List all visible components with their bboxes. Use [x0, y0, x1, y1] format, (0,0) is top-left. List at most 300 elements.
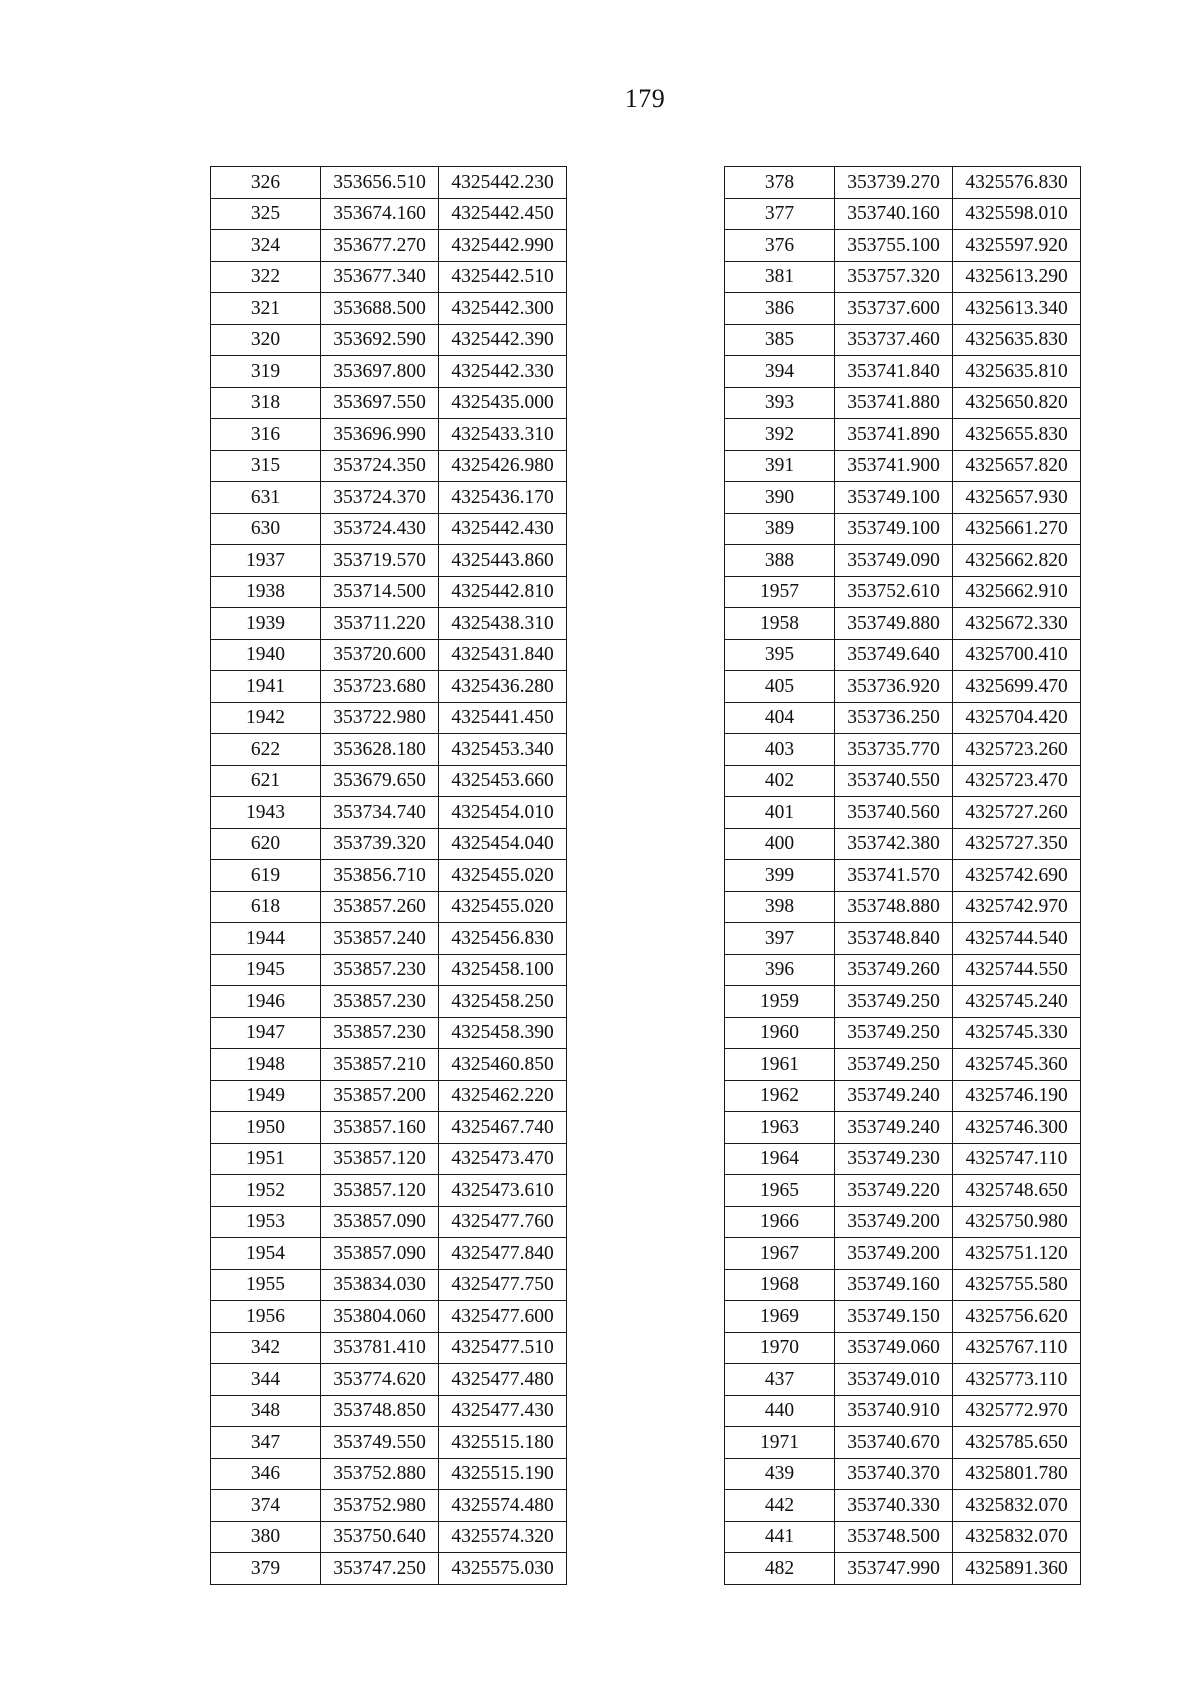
x-coordinate-cell: 353857.240 [321, 923, 439, 955]
table-row [211, 1112, 567, 1144]
y-coordinate-cell: 4325436.280 [439, 671, 567, 703]
point-id-cell: 1937 [211, 545, 321, 577]
table-row [211, 356, 567, 388]
table-row [725, 954, 1081, 986]
x-coordinate-cell: 353739.270 [835, 167, 953, 199]
y-coordinate-cell: 4325801.780 [953, 1458, 1081, 1490]
table-row [725, 734, 1081, 766]
point-id-cell: 439 [725, 1458, 835, 1490]
point-id-cell: 347 [211, 1427, 321, 1459]
y-coordinate-cell: 4325435.000 [439, 387, 567, 419]
x-coordinate-cell: 353735.770 [835, 734, 953, 766]
y-coordinate-cell: 4325742.690 [953, 860, 1081, 892]
table-row [725, 1143, 1081, 1175]
x-coordinate-cell: 353752.980 [321, 1490, 439, 1522]
y-coordinate-cell: 4325613.290 [953, 261, 1081, 293]
y-coordinate-cell: 4325727.260 [953, 797, 1081, 829]
point-id-cell: 440 [725, 1395, 835, 1427]
y-coordinate-cell: 4325742.970 [953, 891, 1081, 923]
point-id-cell: 631 [211, 482, 321, 514]
x-coordinate-cell: 353724.350 [321, 450, 439, 482]
x-coordinate-cell: 353714.500 [321, 576, 439, 608]
table-row [725, 1017, 1081, 1049]
y-coordinate-cell: 4325442.230 [439, 167, 567, 199]
table-row [725, 702, 1081, 734]
table-row [211, 1175, 567, 1207]
point-id-cell: 388 [725, 545, 835, 577]
point-id-cell: 1949 [211, 1080, 321, 1112]
table-row [211, 545, 567, 577]
y-coordinate-cell: 4325750.980 [953, 1206, 1081, 1238]
table-row [211, 1427, 567, 1459]
x-coordinate-cell: 353722.980 [321, 702, 439, 734]
x-coordinate-cell: 353857.160 [321, 1112, 439, 1144]
y-coordinate-cell: 4325745.240 [953, 986, 1081, 1018]
table-row [211, 608, 567, 640]
table-row [211, 734, 567, 766]
y-coordinate-cell: 4325515.190 [439, 1458, 567, 1490]
x-coordinate-cell: 353857.230 [321, 1017, 439, 1049]
x-coordinate-cell: 353749.200 [835, 1238, 953, 1270]
y-coordinate-cell: 4325453.340 [439, 734, 567, 766]
table-row [211, 702, 567, 734]
x-coordinate-cell: 353749.880 [835, 608, 953, 640]
y-coordinate-cell: 4325650.820 [953, 387, 1081, 419]
point-id-cell: 393 [725, 387, 835, 419]
point-id-cell: 621 [211, 765, 321, 797]
y-coordinate-cell: 4325460.850 [439, 1049, 567, 1081]
point-id-cell: 1939 [211, 608, 321, 640]
point-id-cell: 1957 [725, 576, 835, 608]
x-coordinate-cell: 353688.500 [321, 293, 439, 325]
y-coordinate-cell: 4325453.660 [439, 765, 567, 797]
y-coordinate-cell: 4325477.430 [439, 1395, 567, 1427]
y-coordinate-cell: 4325574.320 [439, 1521, 567, 1553]
x-coordinate-cell: 353740.670 [835, 1427, 953, 1459]
x-coordinate-cell: 353748.840 [835, 923, 953, 955]
table-row [725, 419, 1081, 451]
point-id-cell: 399 [725, 860, 835, 892]
table-row [725, 891, 1081, 923]
coordinate-table-right [724, 166, 1081, 1585]
table-row [211, 1395, 567, 1427]
x-coordinate-cell: 353723.680 [321, 671, 439, 703]
x-coordinate-cell: 353737.460 [835, 324, 953, 356]
y-coordinate-cell: 4325456.830 [439, 923, 567, 955]
table-row [211, 639, 567, 671]
x-coordinate-cell: 353742.380 [835, 828, 953, 860]
table-row [725, 1269, 1081, 1301]
table-row [725, 198, 1081, 230]
x-coordinate-cell: 353697.550 [321, 387, 439, 419]
x-coordinate-cell: 353750.640 [321, 1521, 439, 1553]
x-coordinate-cell: 353741.840 [835, 356, 953, 388]
x-coordinate-cell: 353677.340 [321, 261, 439, 293]
point-id-cell: 348 [211, 1395, 321, 1427]
y-coordinate-cell: 4325477.750 [439, 1269, 567, 1301]
x-coordinate-cell: 353749.640 [835, 639, 953, 671]
point-id-cell: 1969 [725, 1301, 835, 1333]
x-coordinate-cell: 353724.370 [321, 482, 439, 514]
point-id-cell: 321 [211, 293, 321, 325]
x-coordinate-cell: 353857.090 [321, 1206, 439, 1238]
table-row [211, 1553, 567, 1585]
point-id-cell: 378 [725, 167, 835, 199]
x-coordinate-cell: 353834.030 [321, 1269, 439, 1301]
point-id-cell: 1944 [211, 923, 321, 955]
x-coordinate-cell: 353740.910 [835, 1395, 953, 1427]
point-id-cell: 1953 [211, 1206, 321, 1238]
point-id-cell: 1967 [725, 1238, 835, 1270]
x-coordinate-cell: 353857.090 [321, 1238, 439, 1270]
x-coordinate-cell: 353747.990 [835, 1553, 953, 1585]
point-id-cell: 618 [211, 891, 321, 923]
x-coordinate-cell: 353749.250 [835, 986, 953, 1018]
y-coordinate-cell: 4325442.990 [439, 230, 567, 262]
y-coordinate-cell: 4325454.040 [439, 828, 567, 860]
table-row [211, 986, 567, 1018]
table-row [725, 230, 1081, 262]
y-coordinate-cell: 4325699.470 [953, 671, 1081, 703]
x-coordinate-cell: 353674.160 [321, 198, 439, 230]
point-id-cell: 402 [725, 765, 835, 797]
table-row [211, 419, 567, 451]
y-coordinate-cell: 4325443.860 [439, 545, 567, 577]
y-coordinate-cell: 4325613.340 [953, 293, 1081, 325]
point-id-cell: 1945 [211, 954, 321, 986]
table-row [725, 1395, 1081, 1427]
y-coordinate-cell: 4325576.830 [953, 167, 1081, 199]
table-row [725, 1112, 1081, 1144]
x-coordinate-cell: 353804.060 [321, 1301, 439, 1333]
table-row [725, 1049, 1081, 1081]
y-coordinate-cell: 4325477.840 [439, 1238, 567, 1270]
point-id-cell: 1946 [211, 986, 321, 1018]
point-id-cell: 319 [211, 356, 321, 388]
x-coordinate-cell: 353749.240 [835, 1080, 953, 1112]
y-coordinate-cell: 4325891.360 [953, 1553, 1081, 1585]
y-coordinate-cell: 4325442.390 [439, 324, 567, 356]
y-coordinate-cell: 4325473.470 [439, 1143, 567, 1175]
table-row [725, 576, 1081, 608]
y-coordinate-cell: 4325458.390 [439, 1017, 567, 1049]
y-coordinate-cell: 4325662.820 [953, 545, 1081, 577]
y-coordinate-cell: 4325442.300 [439, 293, 567, 325]
point-id-cell: 1963 [725, 1112, 835, 1144]
point-id-cell: 405 [725, 671, 835, 703]
x-coordinate-cell: 353749.240 [835, 1112, 953, 1144]
table-row [211, 1143, 567, 1175]
x-coordinate-cell: 353856.710 [321, 860, 439, 892]
point-id-cell: 377 [725, 198, 835, 230]
y-coordinate-cell: 4325767.110 [953, 1332, 1081, 1364]
point-id-cell: 392 [725, 419, 835, 451]
table-row [211, 860, 567, 892]
y-coordinate-cell: 4325574.480 [439, 1490, 567, 1522]
x-coordinate-cell: 353857.230 [321, 954, 439, 986]
table-row [211, 954, 567, 986]
y-coordinate-cell: 4325772.970 [953, 1395, 1081, 1427]
table-row [725, 1238, 1081, 1270]
x-coordinate-cell: 353656.510 [321, 167, 439, 199]
x-coordinate-cell: 353740.370 [835, 1458, 953, 1490]
table-row [211, 167, 567, 199]
point-id-cell: 622 [211, 734, 321, 766]
point-id-cell: 1964 [725, 1143, 835, 1175]
table-row [211, 324, 567, 356]
y-coordinate-cell: 4325751.120 [953, 1238, 1081, 1270]
x-coordinate-cell: 353749.230 [835, 1143, 953, 1175]
y-coordinate-cell: 4325756.620 [953, 1301, 1081, 1333]
point-id-cell: 398 [725, 891, 835, 923]
table-row [211, 387, 567, 419]
x-coordinate-cell: 353749.260 [835, 954, 953, 986]
x-coordinate-cell: 353724.430 [321, 513, 439, 545]
x-coordinate-cell: 353736.250 [835, 702, 953, 734]
x-coordinate-cell: 353752.610 [835, 576, 953, 608]
point-id-cell: 620 [211, 828, 321, 860]
y-coordinate-cell: 4325747.110 [953, 1143, 1081, 1175]
y-coordinate-cell: 4325442.510 [439, 261, 567, 293]
y-coordinate-cell: 4325727.350 [953, 828, 1081, 860]
point-id-cell: 1966 [725, 1206, 835, 1238]
y-coordinate-cell: 4325723.260 [953, 734, 1081, 766]
point-id-cell: 342 [211, 1332, 321, 1364]
y-coordinate-cell: 4325745.360 [953, 1049, 1081, 1081]
point-id-cell: 1951 [211, 1143, 321, 1175]
y-coordinate-cell: 4325442.430 [439, 513, 567, 545]
table-row [725, 387, 1081, 419]
y-coordinate-cell: 4325454.010 [439, 797, 567, 829]
point-id-cell: 1954 [211, 1238, 321, 1270]
y-coordinate-cell: 4325438.310 [439, 608, 567, 640]
x-coordinate-cell: 353749.250 [835, 1017, 953, 1049]
table-row [211, 1238, 567, 1270]
table-row [211, 576, 567, 608]
table-row [725, 1080, 1081, 1112]
point-id-cell: 1942 [211, 702, 321, 734]
x-coordinate-cell: 353749.090 [835, 545, 953, 577]
point-id-cell: 374 [211, 1490, 321, 1522]
table-row [725, 356, 1081, 388]
x-coordinate-cell: 353720.600 [321, 639, 439, 671]
point-id-cell: 344 [211, 1364, 321, 1396]
x-coordinate-cell: 353747.250 [321, 1553, 439, 1585]
y-coordinate-cell: 4325755.580 [953, 1269, 1081, 1301]
point-id-cell: 1968 [725, 1269, 835, 1301]
table-row [211, 891, 567, 923]
x-coordinate-cell: 353736.920 [835, 671, 953, 703]
point-id-cell: 1965 [725, 1175, 835, 1207]
x-coordinate-cell: 353741.890 [835, 419, 953, 451]
x-coordinate-cell: 353749.010 [835, 1364, 953, 1396]
x-coordinate-cell: 353719.570 [321, 545, 439, 577]
y-coordinate-cell: 4325773.110 [953, 1364, 1081, 1396]
x-coordinate-cell: 353737.600 [835, 293, 953, 325]
x-coordinate-cell: 353749.160 [835, 1269, 953, 1301]
table-row [725, 1458, 1081, 1490]
x-coordinate-cell: 353749.220 [835, 1175, 953, 1207]
y-coordinate-cell: 4325426.980 [439, 450, 567, 482]
point-id-cell: 391 [725, 450, 835, 482]
y-coordinate-cell: 4325672.330 [953, 608, 1081, 640]
y-coordinate-cell: 4325655.830 [953, 419, 1081, 451]
y-coordinate-cell: 4325477.760 [439, 1206, 567, 1238]
x-coordinate-cell: 353752.880 [321, 1458, 439, 1490]
x-coordinate-cell: 353749.060 [835, 1332, 953, 1364]
table-row [725, 261, 1081, 293]
table-row [725, 167, 1081, 199]
table-row [725, 545, 1081, 577]
point-id-cell: 404 [725, 702, 835, 734]
point-id-cell: 325 [211, 198, 321, 230]
point-id-cell: 386 [725, 293, 835, 325]
x-coordinate-cell: 353781.410 [321, 1332, 439, 1364]
point-id-cell: 1960 [725, 1017, 835, 1049]
point-id-cell: 379 [211, 1553, 321, 1585]
x-coordinate-cell: 353755.100 [835, 230, 953, 262]
x-coordinate-cell: 353741.900 [835, 450, 953, 482]
table-row [211, 230, 567, 262]
x-coordinate-cell: 353748.880 [835, 891, 953, 923]
point-id-cell: 1970 [725, 1332, 835, 1364]
x-coordinate-cell: 353749.200 [835, 1206, 953, 1238]
point-id-cell: 385 [725, 324, 835, 356]
table-row [725, 639, 1081, 671]
table-row [211, 1364, 567, 1396]
y-coordinate-cell: 4325436.170 [439, 482, 567, 514]
point-id-cell: 400 [725, 828, 835, 860]
y-coordinate-cell: 4325661.270 [953, 513, 1081, 545]
y-coordinate-cell: 4325704.420 [953, 702, 1081, 734]
y-coordinate-cell: 4325748.650 [953, 1175, 1081, 1207]
y-coordinate-cell: 4325597.920 [953, 230, 1081, 262]
point-id-cell: 394 [725, 356, 835, 388]
point-id-cell: 1952 [211, 1175, 321, 1207]
table-row [725, 1206, 1081, 1238]
point-id-cell: 630 [211, 513, 321, 545]
point-id-cell: 1941 [211, 671, 321, 703]
point-id-cell: 1961 [725, 1049, 835, 1081]
table-row [211, 1017, 567, 1049]
point-id-cell: 1938 [211, 576, 321, 608]
point-id-cell: 322 [211, 261, 321, 293]
x-coordinate-cell: 353741.570 [835, 860, 953, 892]
y-coordinate-cell: 4325746.300 [953, 1112, 1081, 1144]
point-id-cell: 1947 [211, 1017, 321, 1049]
x-coordinate-cell: 353692.590 [321, 324, 439, 356]
y-coordinate-cell: 4325433.310 [439, 419, 567, 451]
point-id-cell: 1943 [211, 797, 321, 829]
x-coordinate-cell: 353740.560 [835, 797, 953, 829]
y-coordinate-cell: 4325515.180 [439, 1427, 567, 1459]
y-coordinate-cell: 4325635.830 [953, 324, 1081, 356]
table-row [725, 1427, 1081, 1459]
table-row [725, 1175, 1081, 1207]
table-row [211, 293, 567, 325]
table-row [211, 923, 567, 955]
point-id-cell: 380 [211, 1521, 321, 1553]
table-row [211, 261, 567, 293]
point-id-cell: 442 [725, 1490, 835, 1522]
table-row [211, 1269, 567, 1301]
y-coordinate-cell: 4325442.330 [439, 356, 567, 388]
y-coordinate-cell: 4325657.930 [953, 482, 1081, 514]
y-coordinate-cell: 4325635.810 [953, 356, 1081, 388]
point-id-cell: 1958 [725, 608, 835, 640]
y-coordinate-cell: 4325723.470 [953, 765, 1081, 797]
table-row [211, 1490, 567, 1522]
coordinate-table-left [210, 166, 567, 1585]
table-row [211, 765, 567, 797]
x-coordinate-cell: 353740.550 [835, 765, 953, 797]
point-id-cell: 1956 [211, 1301, 321, 1333]
x-coordinate-cell: 353749.150 [835, 1301, 953, 1333]
x-coordinate-cell: 353679.650 [321, 765, 439, 797]
point-id-cell: 389 [725, 513, 835, 545]
point-id-cell: 1959 [725, 986, 835, 1018]
table-row [211, 1206, 567, 1238]
x-coordinate-cell: 353696.990 [321, 419, 439, 451]
y-coordinate-cell: 4325442.450 [439, 198, 567, 230]
table-row [725, 293, 1081, 325]
point-id-cell: 320 [211, 324, 321, 356]
x-coordinate-cell: 353857.200 [321, 1080, 439, 1112]
x-coordinate-cell: 353740.160 [835, 198, 953, 230]
x-coordinate-cell: 353711.220 [321, 608, 439, 640]
y-coordinate-cell: 4325745.330 [953, 1017, 1081, 1049]
table-row [211, 450, 567, 482]
table-row [211, 482, 567, 514]
table-row [211, 198, 567, 230]
table-row [725, 671, 1081, 703]
point-id-cell: 1940 [211, 639, 321, 671]
table-row [211, 513, 567, 545]
y-coordinate-cell: 4325477.510 [439, 1332, 567, 1364]
y-coordinate-cell: 4325575.030 [439, 1553, 567, 1585]
y-coordinate-cell: 4325744.550 [953, 954, 1081, 986]
y-coordinate-cell: 4325473.610 [439, 1175, 567, 1207]
point-id-cell: 441 [725, 1521, 835, 1553]
table-row [211, 828, 567, 860]
x-coordinate-cell: 353734.740 [321, 797, 439, 829]
x-coordinate-cell: 353749.100 [835, 513, 953, 545]
table-row [725, 1521, 1081, 1553]
x-coordinate-cell: 353741.880 [835, 387, 953, 419]
table-row [725, 1490, 1081, 1522]
point-id-cell: 401 [725, 797, 835, 829]
point-id-cell: 376 [725, 230, 835, 262]
x-coordinate-cell: 353697.800 [321, 356, 439, 388]
x-coordinate-cell: 353749.550 [321, 1427, 439, 1459]
table-row [725, 1364, 1081, 1396]
point-id-cell: 482 [725, 1553, 835, 1585]
point-id-cell: 390 [725, 482, 835, 514]
table-row [725, 324, 1081, 356]
table-row [725, 1301, 1081, 1333]
x-coordinate-cell: 353774.620 [321, 1364, 439, 1396]
x-coordinate-cell: 353857.120 [321, 1143, 439, 1175]
y-coordinate-cell: 4325441.450 [439, 702, 567, 734]
x-coordinate-cell: 353628.180 [321, 734, 439, 766]
y-coordinate-cell: 4325455.020 [439, 891, 567, 923]
point-id-cell: 619 [211, 860, 321, 892]
table-row [211, 1521, 567, 1553]
y-coordinate-cell: 4325746.190 [953, 1080, 1081, 1112]
point-id-cell: 1950 [211, 1112, 321, 1144]
table-row [725, 513, 1081, 545]
y-coordinate-cell: 4325477.600 [439, 1301, 567, 1333]
